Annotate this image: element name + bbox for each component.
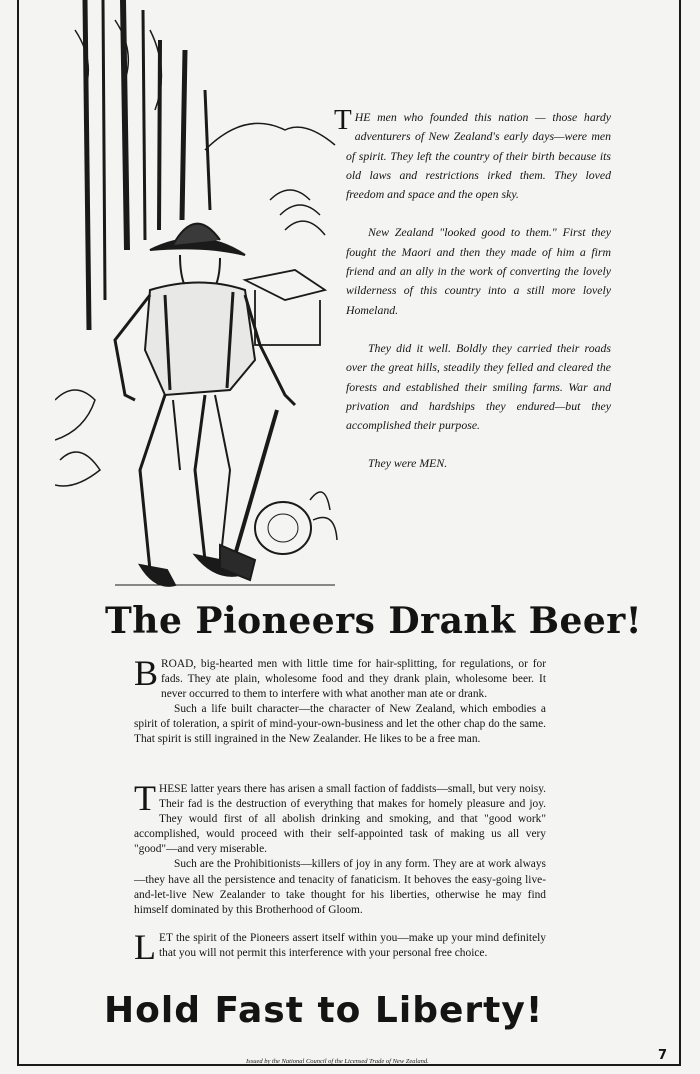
intro-paragraph-2: New Zealand "looked good to them." First they fought the Maori and then they made of him a firm friend and an ally in the work of converting the lovely wilderness of this country into a still more lovely Homeland.: [346, 225, 611, 317]
intro-text: [334, 104, 611, 493]
section-3: [134, 927, 546, 967]
pioneer-illustration: [55, 0, 345, 595]
section-2-paragraph-2: Such are the Prohibitionists—killers of joy in any form. They are at work always—they have all the persistence and tenacity of fanaticism. It behoves the easy-going live-and-let-live New Zealander to take thought for his liberties, otherwise he may find himself dominated by this Brotherhood of Gloom.: [134, 858, 546, 916]
intro-paragraph-3: They did it well. Boldly they carried their roads over the great hills, steadily they felled and cleared the forests and established their smiling farms. War and privation and hardships they endured—but they accomplished their purpose.: [346, 340, 611, 433]
section-1-paragraph-2: Such a life built character—the character of New Zealand, which embodies a spirit of toleration, a spirit of mind-your-own-business and let the other chap do the same. That spirit is still ingrained in the New Zealander. He likes to be a free man.: [134, 703, 546, 746]
section-3-lead: LET the spirit of the Pioneers assert itself within you—make up your mind definitely that you will not permit this interference with your personal free choice.: [134, 927, 546, 967]
intro-drop-cap: T: [334, 104, 352, 136]
section-3-drop-cap: L: [134, 927, 156, 967]
intro-sign-off: They were MEN.: [368, 456, 448, 471]
intro-paragraph-1: THE men who founded this nation — those hardy adventurers of New Zealand's early days—were men of spirit. They left the country of their birth because its old laws and restrictions irked them. They loved freedom and space and the open sky.: [334, 104, 611, 202]
footer-credit: Issued by the National Council of the Licensed Trade of New Zealand.: [246, 1058, 429, 1065]
section-1-drop-cap: B: [134, 653, 159, 693]
section-2: [134, 778, 546, 918]
section-2-drop-cap: T: [134, 778, 156, 818]
section-1: [134, 653, 546, 748]
section-1-lead: BROAD, big-hearted men with little time for hair-splitting, for regulations, or for fads. They ate plain, wholesome food and they drank plain, wholesome beer. It never occurred to them to interfere with what another man ate or drank.: [134, 653, 546, 701]
headline: The Pioneers Drank Beer!: [105, 600, 643, 642]
section-2-lead: THESE latter years there has arisen a small faction of faddists—small, but very noisy. Their fad is the destruction of everything that makes for homely pleasure and joy. They would first of all abolish drinking and smoking, and that "good work" accomplished, would proceed with their self-appointed task of making us all very "good"—and very miserable.: [134, 778, 546, 856]
page-number: 7: [658, 1048, 668, 1063]
closing-slogan: Hold Fast to Liberty!: [104, 990, 544, 1031]
